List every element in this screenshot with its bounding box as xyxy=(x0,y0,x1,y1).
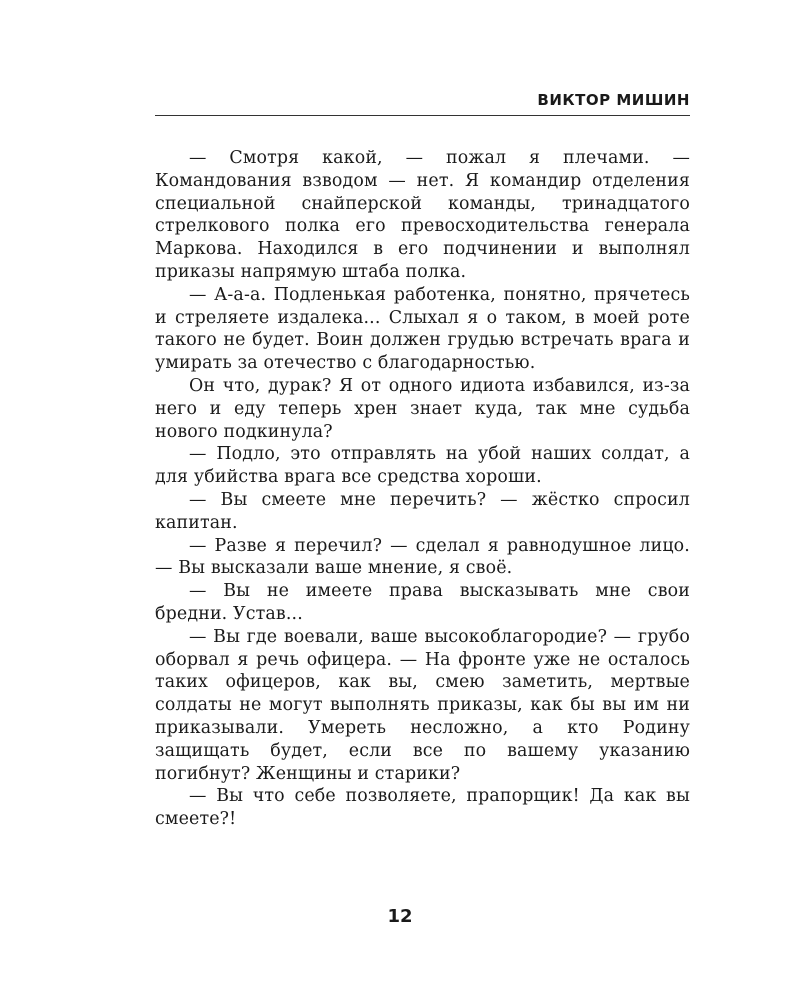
paragraph: — А-а-а. Подленькая работенка, понятно, прячетесь и стреляете издалека... Слыхал я о таком, в моей роте такого не будет. Воин должен грудью встречать врага и умирать за отечество с благодарностью. xyxy=(155,284,690,374)
paragraph: — Подло, это отправлять на убой наших солдат, а для убийства врага все средства хороши. xyxy=(155,444,690,488)
paragraph: — Вы что себе позволяете, прапорщик! Да как вы смеете?! xyxy=(155,786,690,830)
paragraph: — Вы смеете мне перечить? — жёстко спросил капитан. xyxy=(155,489,690,533)
running-header: ВИКТОР МИШИН xyxy=(155,90,690,116)
paragraph: — Вы не имеете права высказывать мне свои бредни. Устав... xyxy=(155,581,690,624)
body-text xyxy=(155,147,690,831)
paragraph: — Смотря какой, — пожал я плечами. — Командования взводом — нет. Я командир отделения специальной снайперской команды, тринадцатого стрелкового полка его превосходительства генерала Маркова. Находился в его подчинении и выполнял приказы напрямую штаба полка. xyxy=(155,148,690,282)
page-number: 12 xyxy=(387,906,413,927)
paragraph: — Вы где воевали, ваше высокоблагородие? — грубо оборвал я речь офицера. — На фронте уже не осталось таких офицеров, как вы, смею заметить, мертвые солдаты не могут выполнять приказы, как бы вы им ни приказывали. Умереть несложно, а кто Родину защищать будет, если все по вашему указанию погибнут? Женщины и старики? xyxy=(155,626,690,784)
paragraph: Он что, дурак? Я от одного идиота избавился, из-за него и еду теперь хрен знает куда, так мне судьба нового подкинула? xyxy=(155,375,690,442)
paragraph: — Разве я перечил? — сделал я равнодушное лицо. — Вы высказали ваше мнение, я своё. xyxy=(155,535,690,579)
